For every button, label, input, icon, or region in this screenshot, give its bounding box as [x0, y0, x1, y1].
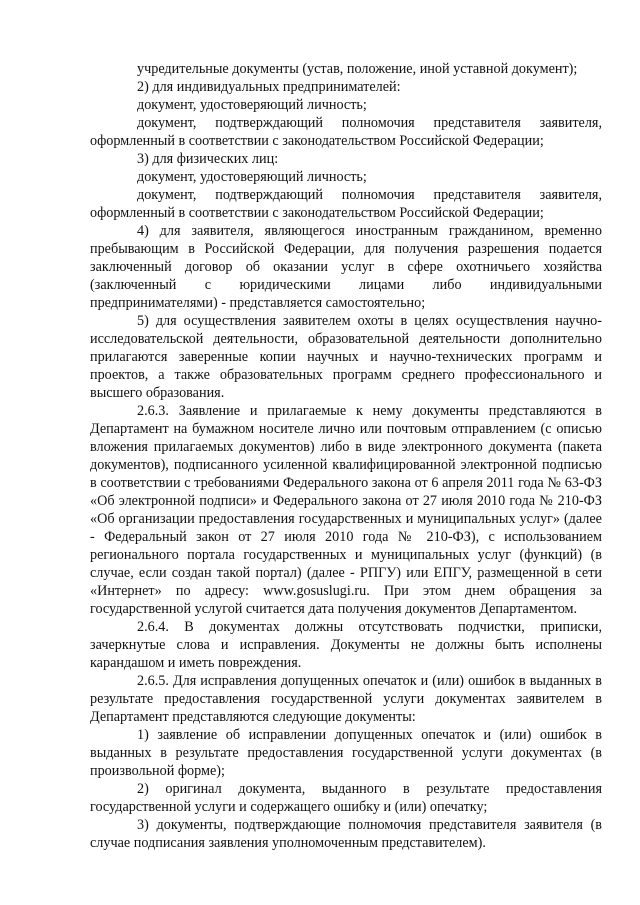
paragraph-individual-entrepreneurs: 2) для индивидуальных предпринимателей:	[137, 79, 401, 95]
paragraph-representative-authority-1: документ, подтверждающий полномочия представителя заявителя, оформленный в соответствии с законодательством Российской Федерации;	[90, 115, 602, 149]
paragraph-original-document: 2) оригинал документа, выданного в результате предоставления государственной услуги и содержащего ошибку и (или) опечатку;	[90, 781, 602, 815]
paragraph-2-6-4: 2.6.4. В документах должны отсутствовать подчистки, приписки, зачеркнутые слова и исправления. Документы не должны быть исполнены карандашом и иметь повреждения.	[90, 619, 602, 671]
paragraph-founding-documents: учредительные документы (устав, положение, иной уставной документ);	[137, 61, 578, 77]
paragraph-2-6-3: 2.6.3. Заявление и прилагаемые к нему документы представляются в Департамент на бумажном носителе лично или почтовым отправлением (с описью вложения прилагаемых документов) либо в виде электронного документа (пакета документов), подписанного усиленной квалифицированной электронной подписью в соответствии с требованиями Федерального закона от 6 апреля 2011 года № 63-ФЗ «Об электронной подписи» и Федерального закона от 27 июля 2010 года № 210-ФЗ «Об организации предоставления государственных и муниципальных услуг» (далее - Федеральный закон от 27 июля 2010 года № 210-ФЗ), с использованием регионального портала государственных и муниципальных услуг (функций) (в случае, если создан такой портал) (далее - РПГУ) или ЕПГУ, размещенной в сети «Интернет» по адресу: www.gosuslugi.ru. При этом днем обращения за государственной услугой считается дата получения документов Департаментом.	[90, 403, 602, 617]
paragraph-2-6-5: 2.6.5. Для исправления допущенных опечаток и (или) ошибок в выданных в результате предоставления государственной услуги документах заявителем в Департамент представляются следующие документы:	[90, 673, 602, 725]
paragraph-foreign-citizen: 4) для заявителя, являющегося иностранным гражданином, временно пребывающим в Российской Федерации, для получения разрешения подается заключенный договор об оказании услуг в сфере охотничьего хозяйства (заключенный с юридическими лицами либо индивидуальными предпринимателями) - представляется самостоятельно;	[90, 223, 602, 311]
paragraph-identity-document-2: документ, удостоверяющий личность;	[137, 169, 367, 185]
paragraph-representative-authority-2: документ, подтверждающий полномочия представителя заявителя, оформленный в соответствии с законодательством Российской Федерации;	[90, 187, 602, 221]
paragraph-research-hunting: 5) для осуществления заявителем охоты в целях осуществления научно-исследовательской деятельности, образовательной деятельности дополнительно прилагаются заверенные копии научных и научно-технических программ и проектов, а также образовательных программ среднего профессионального и высшего образования.	[90, 313, 602, 401]
paragraph-correction-request: 1) заявление об исправлении допущенных опечаток и (или) ошибок в выданных в результате предоставления государственной услуги документах (в произвольной форме);	[90, 727, 602, 779]
paragraph-identity-document-1: документ, удостоверяющий личность;	[137, 97, 367, 113]
document-page	[90, 60, 602, 852]
paragraph-individuals: 3) для физических лиц:	[137, 151, 279, 167]
paragraph-authority-documents: 3) документы, подтверждающие полномочия представителя заявителя (в случае подписания заявления уполномоченным представителем).	[90, 817, 602, 851]
